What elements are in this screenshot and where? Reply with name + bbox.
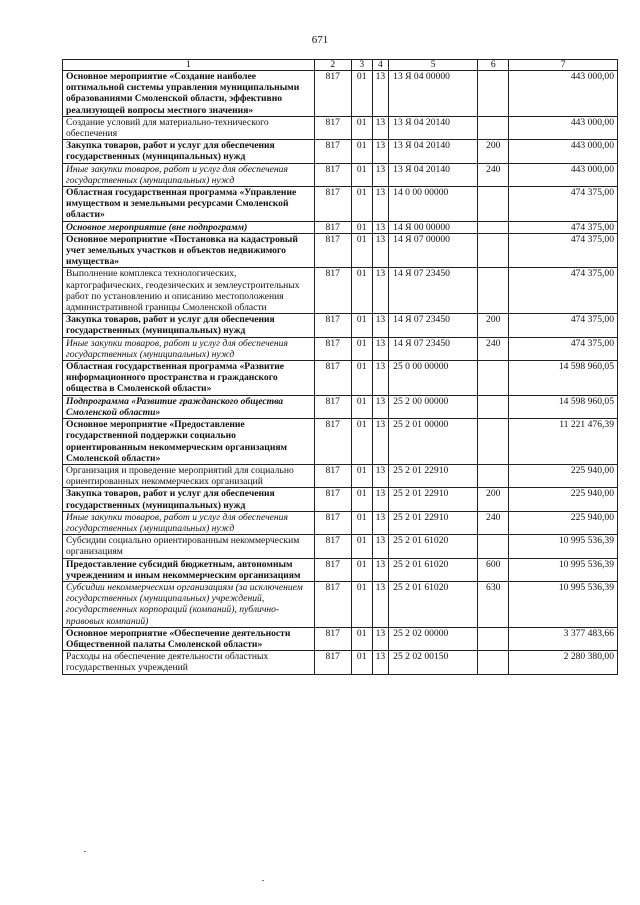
row-target-article-cell: 25 2 02 00000	[389, 627, 478, 650]
row-expense-type-cell: 240	[478, 511, 509, 534]
row-expense-type-cell	[478, 535, 509, 558]
row-grbs-cell: 817	[314, 651, 351, 674]
row-section-cell: 01	[351, 511, 372, 534]
table-row	[63, 627, 618, 650]
row-amount-cell: 10 995 536,39	[509, 581, 618, 627]
row-name-cell: Основное мероприятие «Постановка на кадастровый учет земельных участков и объектов недвижимого имущества»	[63, 233, 315, 268]
row-amount-cell: 14 598 960,05	[509, 395, 618, 418]
table-row	[63, 116, 618, 139]
row-section-cell: 01	[351, 140, 372, 163]
row-grbs-cell: 817	[314, 488, 351, 511]
row-target-article-cell: 25 2 01 22910	[389, 511, 478, 534]
row-subsection-cell: 13	[372, 535, 389, 558]
column-header: 2	[314, 60, 351, 71]
table-row	[63, 488, 618, 511]
row-name-cell: Закупка товаров, работ и услуг для обеспечения государственных (муниципальных) нужд	[63, 488, 315, 511]
row-expense-type-cell: 200	[478, 488, 509, 511]
row-target-article-cell: 25 2 01 61020	[389, 558, 478, 581]
row-subsection-cell: 13	[372, 140, 389, 163]
row-subsection-cell: 13	[372, 627, 389, 650]
row-amount-cell: 443 000,00	[509, 116, 618, 139]
row-amount-cell: 3 377 483,66	[509, 627, 618, 650]
row-amount-cell: 474 375,00	[509, 314, 618, 337]
row-expense-type-cell	[478, 361, 509, 396]
row-grbs-cell: 817	[314, 163, 351, 186]
row-section-cell: 01	[351, 535, 372, 558]
row-subsection-cell: 13	[372, 187, 389, 222]
row-name-cell: Областная государственная программа «Развитие информационного пространства и гражданского общества в Смоленской области»	[63, 361, 315, 396]
row-expense-type-cell: 200	[478, 314, 509, 337]
column-header: 1	[63, 60, 315, 71]
table-row	[63, 140, 618, 163]
table-row	[63, 464, 618, 487]
row-section-cell: 01	[351, 116, 372, 139]
row-section-cell: 01	[351, 651, 372, 674]
row-subsection-cell: 13	[372, 488, 389, 511]
row-section-cell: 01	[351, 268, 372, 314]
row-grbs-cell: 817	[314, 71, 351, 117]
row-target-article-cell: 14 Я 07 23450	[389, 268, 478, 314]
row-name-cell: Закупка товаров, работ и услуг для обеспечения государственных (муниципальных) нужд	[63, 314, 315, 337]
row-target-article-cell: 25 2 01 61020	[389, 535, 478, 558]
row-expense-type-cell	[478, 116, 509, 139]
row-name-cell: Расходы на обеспечение деятельности областных государственных учреждений	[63, 651, 315, 674]
row-amount-cell: 443 000,00	[509, 71, 618, 117]
table-header-row	[63, 60, 618, 71]
row-subsection-cell: 13	[372, 163, 389, 186]
budget-table	[62, 59, 618, 675]
row-name-cell: Иные закупки товаров, работ и услуг для обеспечения государственных (муниципальных) нужд	[63, 337, 315, 360]
column-header: 3	[351, 60, 372, 71]
row-grbs-cell: 817	[314, 187, 351, 222]
table-row	[63, 511, 618, 534]
row-name-cell: Субсидии некоммерческим организациям (за исключением государственных (муниципальных) учреждений, государственных корпораций (компаний), публично-правовых компаний)	[63, 581, 315, 627]
row-amount-cell: 11 221 476,39	[509, 419, 618, 465]
row-grbs-cell: 817	[314, 558, 351, 581]
row-amount-cell: 474 375,00	[509, 337, 618, 360]
scan-mark	[84, 851, 86, 852]
row-name-cell: Основное мероприятие «Предоставление государственной поддержки социально ориентированным некоммерческим организациям Смоленской области»	[63, 419, 315, 465]
table-row	[63, 187, 618, 222]
row-amount-cell: 474 375,00	[509, 221, 618, 233]
row-section-cell: 01	[351, 419, 372, 465]
row-target-article-cell: 14 0 00 00000	[389, 187, 478, 222]
row-subsection-cell: 13	[372, 464, 389, 487]
row-target-article-cell: 14 Я 07 00000	[389, 233, 478, 268]
row-name-cell: Выполнение комплекса технологических, картографических, геодезических и землеустроительных работ по установлению и описанию местоположения административной границы Смоленской области	[63, 268, 315, 314]
row-section-cell: 01	[351, 233, 372, 268]
row-expense-type-cell	[478, 395, 509, 418]
row-subsection-cell: 13	[372, 651, 389, 674]
table-row	[63, 558, 618, 581]
row-section-cell: 01	[351, 395, 372, 418]
row-section-cell: 01	[351, 187, 372, 222]
row-target-article-cell: 14 Я 07 23450	[389, 337, 478, 360]
row-target-article-cell: 14 Я 07 23450	[389, 314, 478, 337]
row-amount-cell: 10 995 536,39	[509, 535, 618, 558]
row-amount-cell: 443 000,00	[509, 140, 618, 163]
page-number: 671	[311, 34, 329, 46]
row-amount-cell: 225 940,00	[509, 511, 618, 534]
row-name-cell: Основное мероприятие (вне подпрограмм)	[63, 221, 315, 233]
row-subsection-cell: 13	[372, 395, 389, 418]
row-expense-type-cell: 200	[478, 140, 509, 163]
row-section-cell: 01	[351, 221, 372, 233]
row-amount-cell: 2 280 380,00	[509, 651, 618, 674]
table-body	[63, 71, 618, 675]
row-expense-type-cell	[478, 268, 509, 314]
table-row	[63, 581, 618, 627]
row-target-article-cell: 25 2 01 22910	[389, 464, 478, 487]
row-target-article-cell: 13 Я 04 20140	[389, 163, 478, 186]
row-name-cell: Подпрограмма «Развитие гражданского общества Смоленской области»	[63, 395, 315, 418]
row-target-article-cell: 25 2 01 00000	[389, 419, 478, 465]
row-subsection-cell: 13	[372, 361, 389, 396]
table-row	[63, 419, 618, 465]
row-name-cell: Основное мероприятие «Создание наиболее оптимальной системы управления муниципальными образованиями Смоленской области, эффективно реализующей вопросы местного значения»	[63, 71, 315, 117]
table-row	[63, 395, 618, 418]
row-name-cell: Основное мероприятие «Обеспечение деятельности Общественной палаты Смоленской области»	[63, 627, 315, 650]
row-amount-cell: 474 375,00	[509, 187, 618, 222]
row-amount-cell: 225 940,00	[509, 488, 618, 511]
row-subsection-cell: 13	[372, 116, 389, 139]
table-row	[63, 221, 618, 233]
row-subsection-cell: 13	[372, 268, 389, 314]
row-expense-type-cell	[478, 464, 509, 487]
row-section-cell: 01	[351, 314, 372, 337]
row-expense-type-cell	[478, 233, 509, 268]
column-header: 5	[389, 60, 478, 71]
row-target-article-cell: 25 2 02 00150	[389, 651, 478, 674]
table-row	[63, 361, 618, 396]
table-row	[63, 233, 618, 268]
row-grbs-cell: 817	[314, 464, 351, 487]
row-section-cell: 01	[351, 337, 372, 360]
row-subsection-cell: 13	[372, 419, 389, 465]
row-grbs-cell: 817	[314, 116, 351, 139]
row-target-article-cell: 14 Я 00 00000	[389, 221, 478, 233]
row-grbs-cell: 817	[314, 535, 351, 558]
row-section-cell: 01	[351, 163, 372, 186]
column-header: 7	[509, 60, 618, 71]
row-expense-type-cell	[478, 419, 509, 465]
row-amount-cell: 10 995 536,39	[509, 558, 618, 581]
table-row	[63, 163, 618, 186]
row-grbs-cell: 817	[314, 511, 351, 534]
row-name-cell: Создание условий для материально-технического обеспечения	[63, 116, 315, 139]
row-subsection-cell: 13	[372, 314, 389, 337]
table-row	[63, 314, 618, 337]
column-header: 4	[372, 60, 389, 71]
row-subsection-cell: 13	[372, 511, 389, 534]
row-expense-type-cell: 600	[478, 558, 509, 581]
table-row	[63, 268, 618, 314]
row-grbs-cell: 817	[314, 627, 351, 650]
row-grbs-cell: 817	[314, 221, 351, 233]
row-name-cell: Областная государственная программа «Управление имуществом и земельными ресурсами Смоленской области»	[63, 187, 315, 222]
row-section-cell: 01	[351, 464, 372, 487]
row-grbs-cell: 817	[314, 581, 351, 627]
table-row	[63, 71, 618, 117]
row-section-cell: 01	[351, 627, 372, 650]
row-target-article-cell: 25 0 00 00000	[389, 361, 478, 396]
row-subsection-cell: 13	[372, 558, 389, 581]
row-section-cell: 01	[351, 488, 372, 511]
row-expense-type-cell	[478, 71, 509, 117]
row-grbs-cell: 817	[314, 337, 351, 360]
row-expense-type-cell	[478, 187, 509, 222]
row-amount-cell: 14 598 960,05	[509, 361, 618, 396]
row-grbs-cell: 817	[314, 314, 351, 337]
row-section-cell: 01	[351, 71, 372, 117]
row-grbs-cell: 817	[314, 395, 351, 418]
row-target-article-cell: 25 2 00 00000	[389, 395, 478, 418]
row-expense-type-cell	[478, 627, 509, 650]
row-section-cell: 01	[351, 558, 372, 581]
row-subsection-cell: 13	[372, 337, 389, 360]
row-expense-type-cell: 630	[478, 581, 509, 627]
row-grbs-cell: 817	[314, 419, 351, 465]
row-grbs-cell: 817	[314, 361, 351, 396]
table-row	[63, 535, 618, 558]
row-grbs-cell: 817	[314, 233, 351, 268]
row-amount-cell: 474 375,00	[509, 233, 618, 268]
row-target-article-cell: 25 2 01 61020	[389, 581, 478, 627]
row-section-cell: 01	[351, 361, 372, 396]
row-name-cell: Организация и проведение мероприятий для социально ориентированных некоммерческих организаций	[63, 464, 315, 487]
row-subsection-cell: 13	[372, 233, 389, 268]
table-row	[63, 651, 618, 674]
row-grbs-cell: 817	[314, 268, 351, 314]
table-row	[63, 337, 618, 360]
row-amount-cell: 474 375,00	[509, 268, 618, 314]
row-subsection-cell: 13	[372, 71, 389, 117]
row-grbs-cell: 817	[314, 140, 351, 163]
scan-mark	[262, 880, 264, 881]
row-target-article-cell: 13 Я 04 00000	[389, 71, 478, 117]
row-name-cell: Предоставление субсидий бюджетным, автономным учреждениям и иным некоммерческим организациям	[63, 558, 315, 581]
row-subsection-cell: 13	[372, 221, 389, 233]
row-subsection-cell: 13	[372, 581, 389, 627]
row-amount-cell: 225 940,00	[509, 464, 618, 487]
row-target-article-cell: 13 Я 04 20140	[389, 140, 478, 163]
row-expense-type-cell	[478, 651, 509, 674]
row-name-cell: Субсидии социально ориентированным некоммерческим организациям	[63, 535, 315, 558]
row-expense-type-cell	[478, 221, 509, 233]
row-expense-type-cell: 240	[478, 163, 509, 186]
row-name-cell: Иные закупки товаров, работ и услуг для обеспечения государственных (муниципальных) нужд	[63, 163, 315, 186]
row-target-article-cell: 13 Я 04 20140	[389, 116, 478, 139]
row-name-cell: Иные закупки товаров, работ и услуг для обеспечения государственных (муниципальных) нужд	[63, 511, 315, 534]
row-amount-cell: 443 000,00	[509, 163, 618, 186]
row-name-cell: Закупка товаров, работ и услуг для обеспечения государственных (муниципальных) нужд	[63, 140, 315, 163]
row-expense-type-cell: 240	[478, 337, 509, 360]
column-header: 6	[478, 60, 509, 71]
row-section-cell: 01	[351, 581, 372, 627]
row-target-article-cell: 25 2 01 22910	[389, 488, 478, 511]
